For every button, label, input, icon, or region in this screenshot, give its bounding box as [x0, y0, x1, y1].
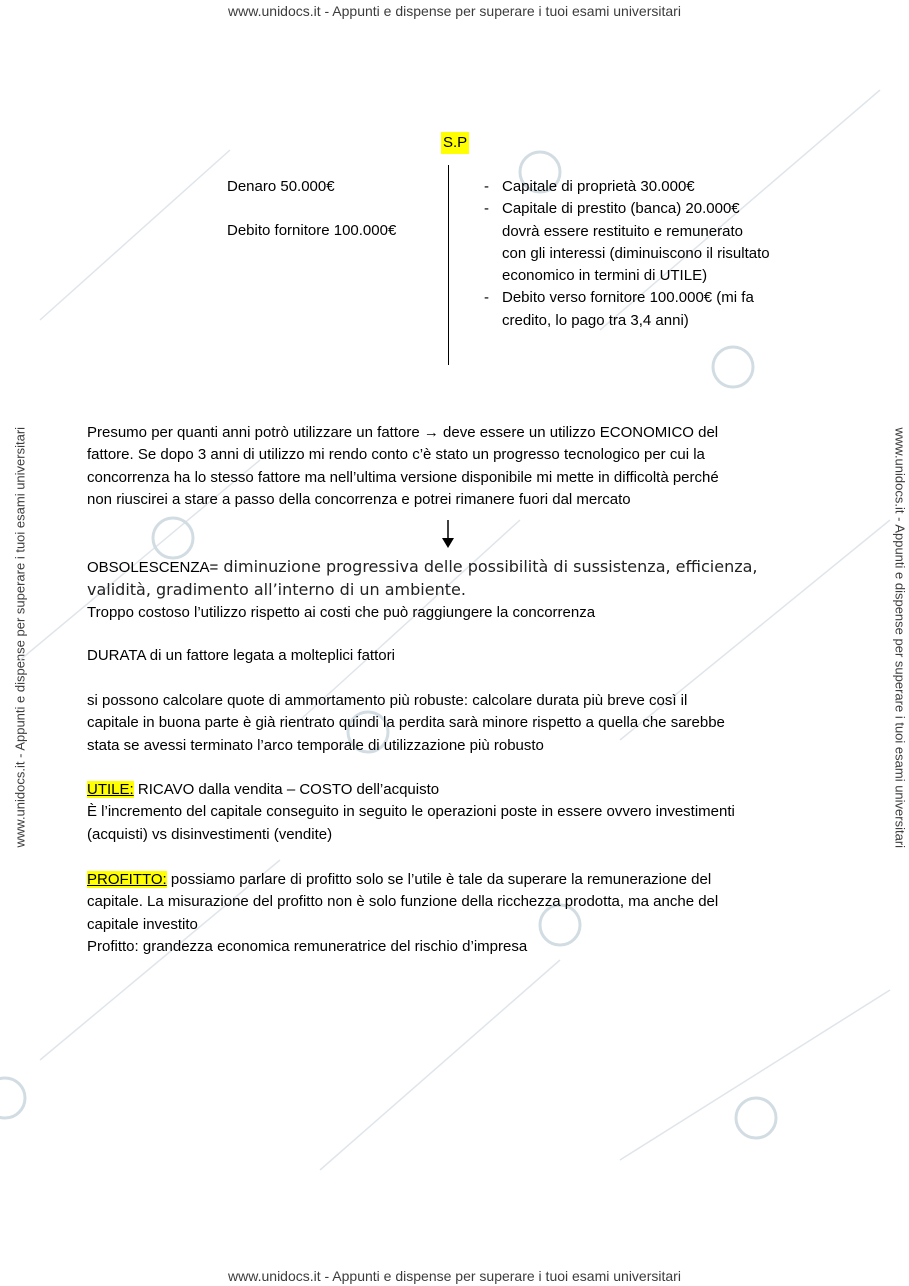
watermark-right: www.unidocs.it - Appunti e dispense per superare i tuoi esami universitari	[892, 427, 908, 849]
text-line: capitale investito	[87, 915, 198, 933]
sp-right-item	[480, 287, 820, 332]
text-line: fattore. Se dopo 3 anni di utilizzo mi rendo conto c’è stato un progresso tecnologico per cui la	[87, 446, 705, 464]
sp-right-line: Capitale di proprietà 30.000€	[502, 178, 695, 195]
watermark-header: www.unidocs.it - Appunti e dispense per superare i tuoi esami universitari	[228, 3, 681, 19]
sp-right-item	[480, 198, 820, 287]
bullet-dash: -	[484, 178, 489, 195]
bullet-dash: -	[484, 200, 489, 218]
text-line: Profitto: grandezza economica remuneratrice del rischio d’impresa	[87, 937, 528, 955]
ammortamento-paragraph	[87, 690, 827, 757]
sp-left-item: Denaro 50.000€	[227, 178, 335, 195]
sp-right-line: con gli interessi (diminuiscono il risultato	[502, 244, 770, 262]
text-line: si possono calcolare quote di ammortamento più robuste: calcolare durata più breve così il	[87, 692, 688, 709]
obsolescenza-term: OBSOLESCENZA=	[87, 559, 219, 576]
text-line: Presumo per quanti anni potrò utilizzare un fattore → deve essere un utilizzo ECONOMICO del	[87, 424, 719, 441]
profitto-paragraph	[87, 869, 827, 958]
utile-definition: RICAVO dalla vendita – COSTO dell’acquisto	[133, 781, 440, 798]
sp-right-line: credito, lo pago tra 3,4 anni)	[502, 311, 689, 329]
profitto-definition: possiamo parlare di profitto solo se l’utile è tale da superare la remunerazione del	[166, 871, 712, 888]
utile-paragraph	[87, 779, 827, 846]
profitto-line	[87, 869, 827, 891]
sp-right-line: Capitale di prestito (banca) 20.000€	[502, 200, 740, 218]
text-line: È l’incremento del capitale conseguito in seguito le operazioni poste in essere ovvero investimenti	[87, 803, 735, 821]
sp-right-line: dovrà essere restituito e remunerato	[502, 222, 743, 240]
obsolescenza-definition: validità, gradimento all’interno di un ambiente.	[87, 580, 466, 600]
arrow-down-icon	[441, 520, 455, 550]
text-line: concorrenza ha lo stesso fattore ma nell’ultima versione disponibile mi mette in difficoltà perché	[87, 468, 719, 486]
sp-title: S.P	[441, 132, 469, 154]
text-line: capitale. La misurazione del profitto non è solo funzione della ricchezza prodotta, ma anche del	[87, 893, 719, 911]
sp-divider	[448, 165, 449, 365]
sp-right-list	[480, 176, 820, 332]
watermark-footer: www.unidocs.it - Appunti e dispense per superare i tuoi esami universitari	[228, 1268, 681, 1284]
obsolescenza-line	[87, 556, 827, 579]
sp-left-item: Debito fornitore 100.000€	[227, 222, 397, 239]
presumo-paragraph	[87, 422, 827, 511]
bullet-dash: -	[484, 289, 489, 307]
obsolescenza-definition: diminuzione progressiva delle possibilità di sussistenza, efficienza,	[218, 557, 758, 576]
sp-right-line: Debito verso fornitore 100.000€ (mi fa	[502, 289, 754, 307]
text-line: non riuscirei a stare a passo della concorrenza e potrei rimanere fuori dal mercato	[87, 490, 631, 508]
text-line: Troppo costoso l’utilizzo rispetto ai costi che può raggiungere la concorrenza	[87, 603, 596, 621]
watermark-left: www.unidocs.it - Appunti e dispense per superare i tuoi esami universitari	[12, 426, 28, 848]
utile-label: UTILE:	[87, 781, 134, 798]
sp-right-line: economico in termini di UTILE)	[502, 267, 708, 285]
text-line: capitale in buona parte è già rientrato quindi la perdita sarà minore rispetto a quella che sarebbe	[87, 714, 725, 732]
durata-line: DURATA di un fattore legata a molteplici fattori	[87, 647, 395, 664]
text-line: stata se avessi terminato l’arco temporale di utilizzazione più robusto	[87, 736, 544, 754]
obsolescenza-paragraph	[87, 556, 827, 624]
utile-line	[87, 779, 827, 801]
sp-right-item	[480, 176, 820, 198]
text-line: (acquisti) vs disinvestimenti (vendite)	[87, 825, 333, 843]
profitto-label: PROFITTO:	[87, 871, 167, 888]
